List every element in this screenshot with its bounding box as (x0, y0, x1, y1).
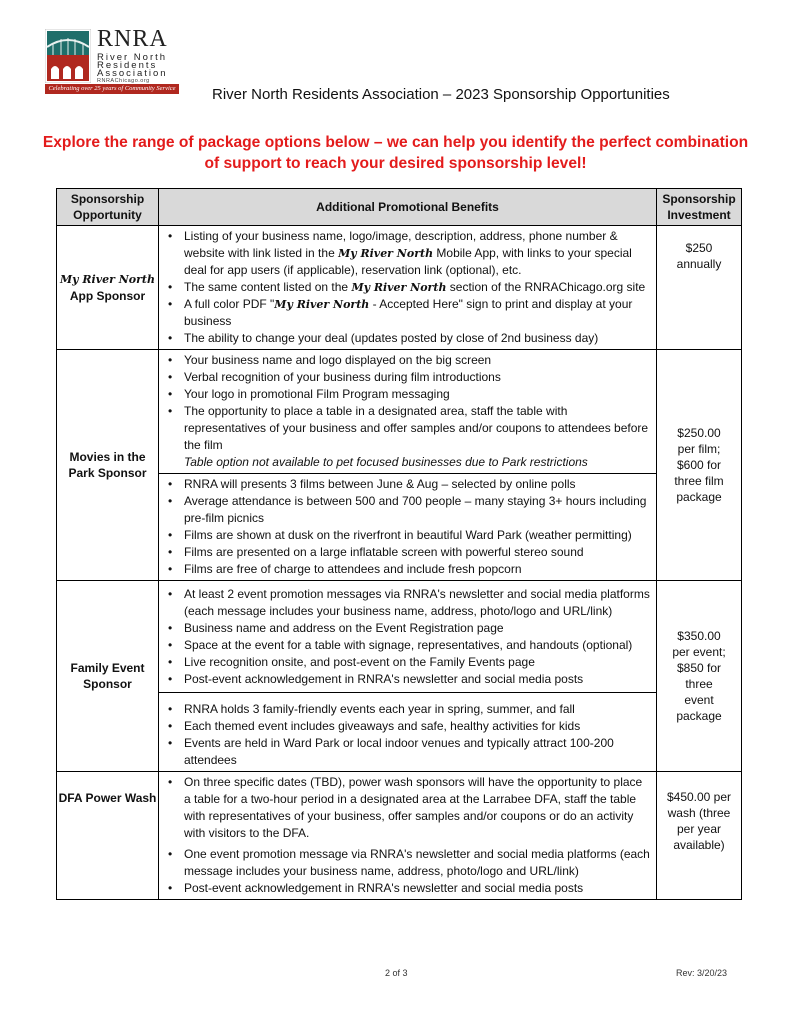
list-item: • Listing of your business name, logo/image, description, address, phone number & website with link listed in the My River North Mobile App, with links to your special deal for app users (if applicable), reservation link (optional), etc. (184, 228, 652, 279)
app-title-script: My River North (60, 273, 155, 286)
list-item: • Space at the event for a table with signage, representatives, and handouts (optional) (184, 637, 652, 654)
rnra-logo (45, 26, 179, 95)
benefits-movies-b (159, 474, 657, 581)
logo-line-3: Association (97, 68, 168, 79)
table-header-row (57, 189, 742, 226)
opportunity-dfa: DFA Power Wash (57, 772, 159, 900)
list-item: • The ability to change your deal (updates posted by close of 2nd business day) (184, 330, 652, 347)
logo-line-2: Residents (97, 60, 158, 71)
investment-movies: $250.00 per film; $600 for three film package (657, 350, 742, 581)
list-item: • One event promotion message via RNRA's newsletter and social media platforms (each message includes your business name, address, photo/logo and URL/link) (184, 846, 652, 880)
list-item: • The same content listed on the My River North section of the RNRAChicago.org site (184, 279, 652, 296)
revision-date: Rev: 3/20/23 (676, 968, 728, 978)
list-item: • Business name and address on the Event Registration page (184, 620, 652, 637)
document-title: River North Residents Association – 2023 Sponsorship Opportunities (212, 86, 670, 103)
logo-url: RNRAChicago.org (97, 78, 150, 84)
logo-banner: Celebrating over 25 years of Community Service (45, 84, 179, 94)
list-item: • The opportunity to place a table in a designated area, staff the table with representatives of your business and offer samples and/or coupons to attendees before the film Table option not available to pet focused businesses due to Park restrictions (184, 403, 652, 471)
opportunity-movies: Movies in the Park Sponsor (57, 350, 159, 581)
list-item: • At least 2 event promotion messages via RNRA's newsletter and social media platforms (each message includes your business name, address, photo/logo and URL/link) (184, 586, 652, 620)
app-title: App Sponsor (69, 289, 146, 303)
bridge-logo-icon (45, 29, 91, 83)
benefits-family-a (159, 581, 657, 693)
investment-app-sponsor: $250 annually (657, 226, 742, 350)
list-item: • Each themed event includes giveaways and safe, healthy activities for kids (184, 718, 652, 735)
list-item: • On three specific dates (TBD), power wash sponsors will have the opportunity to place a table for a two-hour period in a designated area at the Larrabee DFA, staff the table with representatives of your business, offer samples and/or coupons or do an activity with visitors to the DFA. (184, 774, 652, 842)
table-row-dfa (57, 772, 742, 900)
list-item: • Films are shown at dusk on the riverfront in beautiful Ward Park (weather permitting) (184, 527, 652, 544)
list-item: • Verbal recognition of your business during film introductions (184, 369, 652, 386)
benefits-app-sponsor (159, 226, 657, 350)
headline: Explore the range of package options below – we can help you identify the perfect combination of support to reach your desired sponsorship level! (42, 134, 749, 172)
list-item: • A full color PDF "My River North - Accepted Here" sign to print and display at your business (184, 296, 652, 330)
header-opportunity: Sponsorship Opportunity (57, 189, 159, 226)
list-item: • Post-event acknowledgement in RNRA's newsletter and social media posts (184, 671, 652, 688)
benefits-dfa (159, 772, 657, 900)
benefits-movies-a (159, 350, 657, 474)
list-item: • Your logo in promotional Film Program messaging (184, 386, 652, 403)
investment-dfa: $450.00 per wash (three per year available) (657, 772, 742, 900)
table-restriction-note: Table option not available to pet focused businesses due to Park restrictions (184, 455, 588, 469)
list-item: • RNRA holds 3 family-friendly events each year in spring, summer, and fall (184, 701, 652, 718)
table-row-family-b (57, 693, 742, 772)
list-item: • RNRA will presents 3 films between June & Aug – selected by online polls (184, 476, 652, 493)
benefits-family-b (159, 693, 657, 772)
table-row-app-sponsor (57, 226, 742, 350)
table-row-movies (57, 350, 742, 474)
opportunity-family: Family Event Sponsor (57, 581, 159, 772)
list-item: • Post-event acknowledgement in RNRA's newsletter and social media posts (184, 880, 652, 897)
list-item: • Events are held in Ward Park or local indoor venues and typically attract 100-200 attendees (184, 735, 652, 769)
list-item: • Films are presented on a large inflatable screen with powerful stereo sound (184, 544, 652, 561)
list-item: • Films are free of charge to attendees and include fresh popcorn (184, 561, 652, 578)
list-item: • Your business name and logo displayed on the big screen (184, 352, 652, 369)
list-item: • Average attendance is between 500 and 700 people – many staying 3+ hours including pre-film picnics (184, 493, 652, 527)
list-item: • Live recognition onsite, and post-event on the Family Events page (184, 654, 652, 671)
table-row-movies-b (57, 474, 742, 581)
page-number: 2 of 3 (385, 968, 408, 978)
table-row-family (57, 581, 742, 693)
logo-acronym: RNRA (97, 26, 168, 52)
header-investment: Sponsorship Investment (657, 189, 742, 226)
opportunity-app-sponsor (57, 226, 159, 350)
header-benefits: Additional Promotional Benefits (159, 189, 657, 226)
investment-family: $350.00 per event; $850 for three event package (657, 581, 742, 772)
sponsorship-table (56, 188, 742, 900)
logo-line-1: River North (97, 52, 168, 63)
